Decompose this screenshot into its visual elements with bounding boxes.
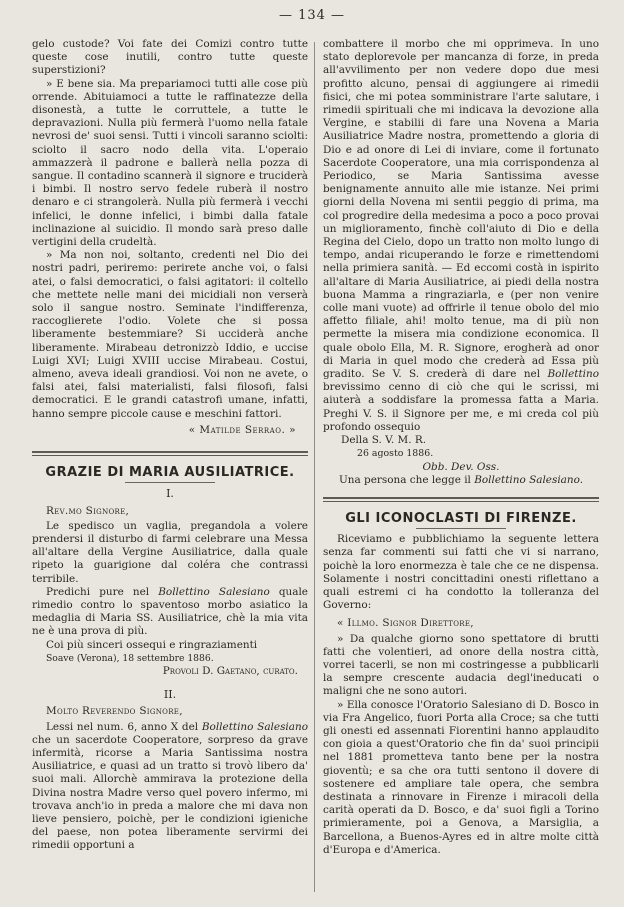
title-underline bbox=[125, 482, 215, 483]
paragraph: » E bene sia. Ma prepariamoci tutti alle cose più orrende. Abituiamoci a tutte le raffinatezze della disonestà, a tutte le corruttele, a tutte le depravazioni. Nulla più fermerà l'uomo nella fatale nevrosi de' suoi sensi. Tutti i vincoli saranno sciolti: sciolto il sacro nodo della vita. L'operaio ammazzerà il padrone e ballerà nella pozza di sangue. Il contadino scannerà il signore e truciderà i bimbi. Il nostro servo fedele ruberà il nostro denaro e ci strangolerà. Nulla più fermerà i vecchi infelici, le donne infelici, i bimbi dalla fatale inclinazione al suicidio. Il mondo sarà preso dalle vertigini della crudeltà. bbox=[32, 77, 308, 249]
page-number: — 134 — bbox=[278, 8, 346, 23]
letter-salutation: Rev.mo Signore, bbox=[46, 504, 130, 517]
letter-salutation: Molto Reverendo Signore, bbox=[46, 705, 183, 718]
letter-signature: Provoli D. Gaetano, curato. bbox=[162, 664, 298, 677]
letter-number: II. bbox=[163, 688, 177, 702]
letter-signature: Una persona che legge il Bollettino Salesiano. bbox=[338, 473, 584, 486]
title-underline bbox=[416, 528, 506, 529]
section-rule bbox=[323, 497, 599, 502]
paragraph: Coi più sinceri ossequi e ringraziamenti bbox=[46, 638, 258, 651]
section-title: GRAZIE DI MARIA AUSILIATRICE. bbox=[45, 465, 295, 481]
paragraph: » Ella conosce l'Oratorio Salesiano di D. Bosco in via Fra Angelico, fuori Porta alla Croce; sa che tutti gli onesti ed assennati Fiorentini hanno applaudito con gioia a quest'Oratorio che fin da' suoi principii nel 1881 prometteva tanto bene per la nostra gioventù; e sa che ora tutti sentono il dovere di sostenere ed ampliare tale opera, che sembra destinata a rinnovare in Firenze i miracoli della carità operati da D. Bosco, e da' suoi figli a Torino primieramente, poi a Genova, a Marsiglia, a Barcellona, a Buenos-Ayres ed in altre molte città d'Europa e d'America. bbox=[323, 698, 599, 856]
section-rule bbox=[32, 451, 308, 456]
paragraph: Lessi nel num. 6, anno X del Bollettino Salesiano che un sacerdote Cooperatore, sorpreso da grave infermità, ricorse a Maria Santissima nostra Ausiliatrice, e quasi ad un tratto si trovò libero da' suoi mali. Allorchè ammirava la protezione della Divina nostra Madre verso quel povero infermo, mi trovava anch'io in preda a malore che mi dava non lieve pensiero, poichè, per le condizioni igieniche del paese, non potea liberamente servirmi dei rimedii opportuni a bbox=[32, 720, 308, 852]
left-column bbox=[32, 38, 308, 853]
column-divider bbox=[314, 42, 315, 892]
letter-date: 26 agosto 1886. bbox=[357, 448, 434, 460]
paragraph: Le spedisco un vaglia, pregandola a volere prendersi il disturbo di farmi celebrare una Messa all'altare della Vergine Ausiliatrice, dalla quale ripeto la guarigione dal coléra che contrassi terribile. bbox=[32, 519, 308, 585]
letter-salutation: « Illmo. Signor Direttore, bbox=[337, 617, 474, 630]
closing-formula: Della S. V. M. R. bbox=[341, 434, 427, 447]
paragraph: combattere il morbo che mi opprimeva. In uno stato deplorevole per mancanza di forze, in preda all'avvilimento per non vedere dopo due mesi profitto alcuno, pensai di aggiungere ai rimedii fisici, che mi potea somministrare l'arte salutare, i rimedii spirituali che mi indicava la devozione alla Vergine, e stabilii di fare una Novena a Maria Ausiliatrice Madre nostra, promettendo a gloria di Dio e ad onore di Lei di inviare, come il fortunato Sacerdote Cooperatore, una mia corrispondenza al Periodico, se Maria Santissima avesse benignamente annuito alle mie istanze. Nei primi giorni della Novena mi sentii peggio di prima, ma col progredire della medesima a poco a poco provai un miglioramento, finchè coll'aiuto di Dio e della Regina del Cielo, dopo un tratto non molto lungo di tempo, andai ricuperando le forze e rimettendomi nella primiera sanità. — Ed eccomi costà in ispirito all'altare di Maria Ausiliatrice, ai piedi della nostra buona Mamma a ringraziarla, e (per non venire colle mani vuote) ad offrirle il tenue obolo del mio affetto filiale, ahi! molto tenue, ma di più non permette la misera mia condizione economica. Il quale obolo Ella, M. R. Signore, erogherà ad onor di Maria in quel modo che crederà ad Essa più gradito. Se V. S. crederà di dare nel Bollettino brevissimo cenno di ciò che qui le scrissi, mi aiuterà a soddisfare la promessa fatta a Maria. Preghi V. S. il Signore per me, e mi creda col più profondo ossequio bbox=[323, 38, 599, 433]
paragraph: » Da qualche giorno sono spettatore di brutti fatti che volentieri, ad onore della nostra città, vorrei tacerli, se non mi costringesse a pubblicarli la sempre crescente audacia degl'ineducati o maligni che ne sono autori. bbox=[323, 632, 599, 698]
paragraph: » Ma non noi, soltanto, credenti nel Dio dei nostri padri, periremo: perirete anche voi, o falsi atei, o falsi democratici, o falsi agitatori: il coltello che mettete nelle mani dei micidiali non verserà solo il sangue nostro. Seminate l'indifferenza, raccoglierete l'odio. Volete che si possa liberamente bestemmiare? Si ucciderà anche liberamente. Mirabeau detronizzò Iddio, e uccise Luigi XVI; Luigi XVIII uccise Mirabeau. Costui, almeno, aveva ideali grandiosi. Voi non ne avete, o falsi atei, falsi materialisti, falsi filosofi, falsi democratici. E le grandi catastrofi umane, infatti, hanno sempre piccole cause e meschini fattori. bbox=[32, 249, 308, 420]
closing-signature: Obb. Dev. Oss. bbox=[422, 460, 500, 473]
paragraph: Riceviamo e pubblichiamo la seguente lettera senza far commenti sui fatti che vi si narrano, poichè la loro enormezza è tale che ce ne dispensa. Solamente i nostri concittadini onesti riflettano a quali estremi ci ha condotto la tolleranza del Governo: bbox=[323, 533, 599, 612]
right-column bbox=[323, 38, 599, 857]
paragraph: Predichi pure nel Bollettino Salesiano quale rimedio contro lo spaventoso morbo asiatico la medaglia di Maria SS. Ausiliatrice, chè la mia vita ne è una prova di più. bbox=[32, 585, 308, 638]
section-title: GLI ICONOCLASTI DI FIRENZE. bbox=[345, 510, 577, 526]
author-signature: « Matilde Serrao. » bbox=[188, 423, 296, 436]
paragraph: gelo custode? Voi fate dei Comizi contro tutte queste cose inutili, contro tutte queste superstizioni? bbox=[32, 38, 308, 77]
letter-number: I. bbox=[166, 487, 174, 501]
letter-date: Soave (Verona), 18 settembre 1886. bbox=[46, 652, 214, 664]
